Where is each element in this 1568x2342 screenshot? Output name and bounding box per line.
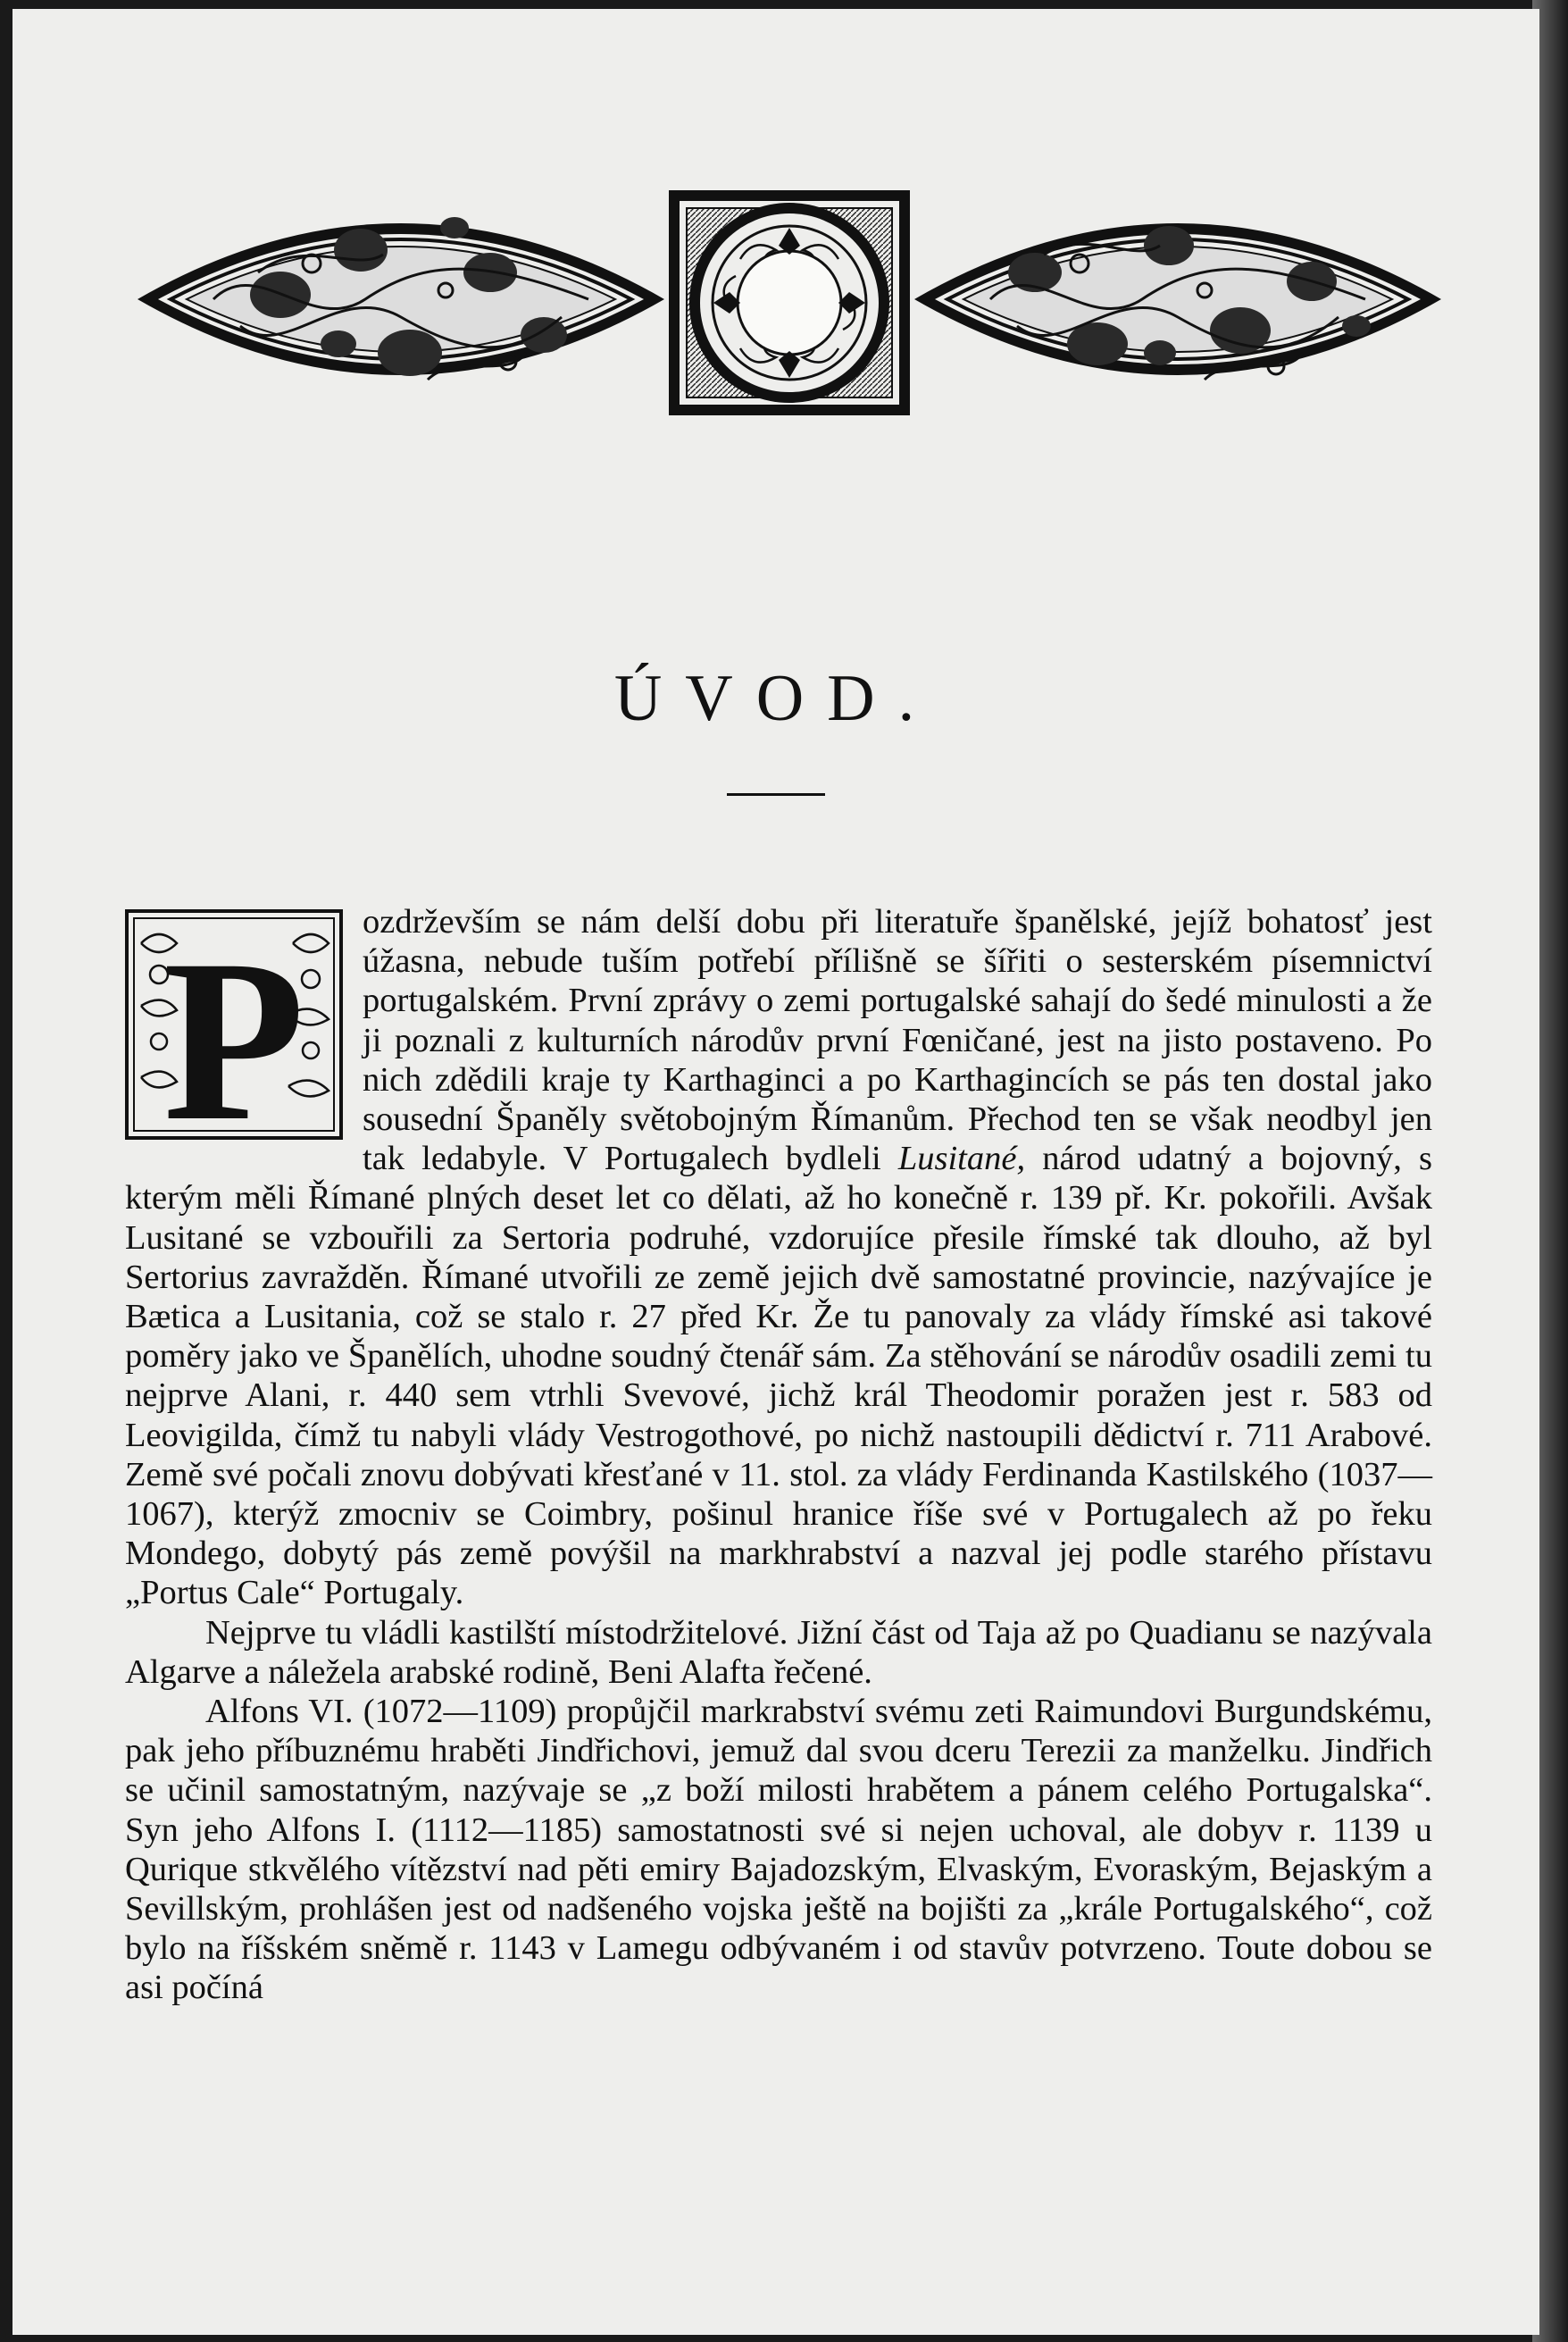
emphasis-lusitane: Lusitané, (897, 1140, 1026, 1178)
title-rule (727, 793, 825, 796)
paragraph-1-tail: národ udatný a bojovný, s kterým měli Římané plných deset let co dělati, až ho konečně r. 139 př. Kr. pokořili. Avšak Lusitané se vzbouřili za Sertoria podruhé, vzdorujíce přesile římské tak dlouho, až byl Sertorius zavražděn. Římané utvořili ze země jejich dvě samostatné provincie, nazývajíce je Bætica a Lusitania, což se stalo r. 27 před Kr. Že tu panovaly za vlády římské asi takové poměry jako ve Španělích, uhodne soudný čtenář sám. Za stěhování se národův osadili zemi tu nejprve Alani, r. 440 sem vtrhli Svevové, jichž král Theodomir poražen jest r. 583 od Leovigilda, čímž tu nabyli vlády Vestrogothové, po nichž nastoupili dědictví r. 711 Arabové. Země své počali znovu dobývati křesťané v 11. stol. za vlády Ferdinanda Kastilského (1037—1067), kterýž zmocniv se Coimbry, pošinul hranice říše své v Portugalech až po řeku Mondego, dobytý pás země povýšil na markhrabství a nazval jej podle starého přístavu „Portus Cale“ Portugaly. (125, 1140, 1432, 1612)
page-title: ÚVOD. (613, 662, 938, 735)
ornament-headpiece (133, 174, 1446, 482)
paragraph-3: Alfons VI. (1072—1109) propůjčil markrabství svému zeti Raimundovi Burgundskému, pak jeho příbuznému hraběti Jindřichovi, jemuž dal svou dceru Terezii za manželku. Jindřich se učinil samostatným, nazývaje se „z boží milosti hrabětem a pánem celého Portugalska“. Syn jeho Alfons I. (1112—1185) samostatnosti své si nejen uchoval, ale dobyv r. 1139 u Qurique stkvělého vítězství nad pěti emiry Bajadozským, Elvaským, Evoraským, Bejaským a Sevillským, prohlášen jest od nadšeného vojska ještě na bojišti za „krále Portugalského“, což bylo na říšském sněmě r. 1143 v Lamegu odbývaném i od stavův potvrzeno. Toute dobou se asi počíná (125, 1693, 1432, 2007)
paragraph-1 (125, 902, 1432, 1613)
center-medallion-ornament (669, 190, 910, 415)
svg-text:P: P (163, 912, 305, 1142)
main-text (125, 902, 1432, 2008)
book-page (13, 9, 1539, 2335)
left-lens-ornament (138, 217, 664, 380)
drop-cap-p (123, 908, 345, 1142)
paragraph-1-text: ozdrževším se nám delší dobu při literatuře španělské, jejíž bohatosť jest úžasna, nebude tuším potřebí přílišně se šířiti o sesterském písemnictví portugalském. První zprávy o zemi portugalské sahají do šedé minulosti a že ji poznali z kulturních národův první Fœničané, jest na jisto postaveno. Po nich zdědili kraje ty Karthaginci a po Karthagincích se pás ten dostal jako sousední Španěly světobojným Římanům. Přechod ten se však neodbyl jen tak ledabyle. V Portugalech bydleli (363, 903, 1432, 1178)
right-lens-ornament (914, 223, 1441, 380)
paragraph-2: Nejprve tu vládli kastilští místodržitelové. Jižní část od Taja až po Quadianu se nazývala Algarve a náležela arabské rodině, Beni Alafta řečené. (125, 1613, 1432, 1691)
